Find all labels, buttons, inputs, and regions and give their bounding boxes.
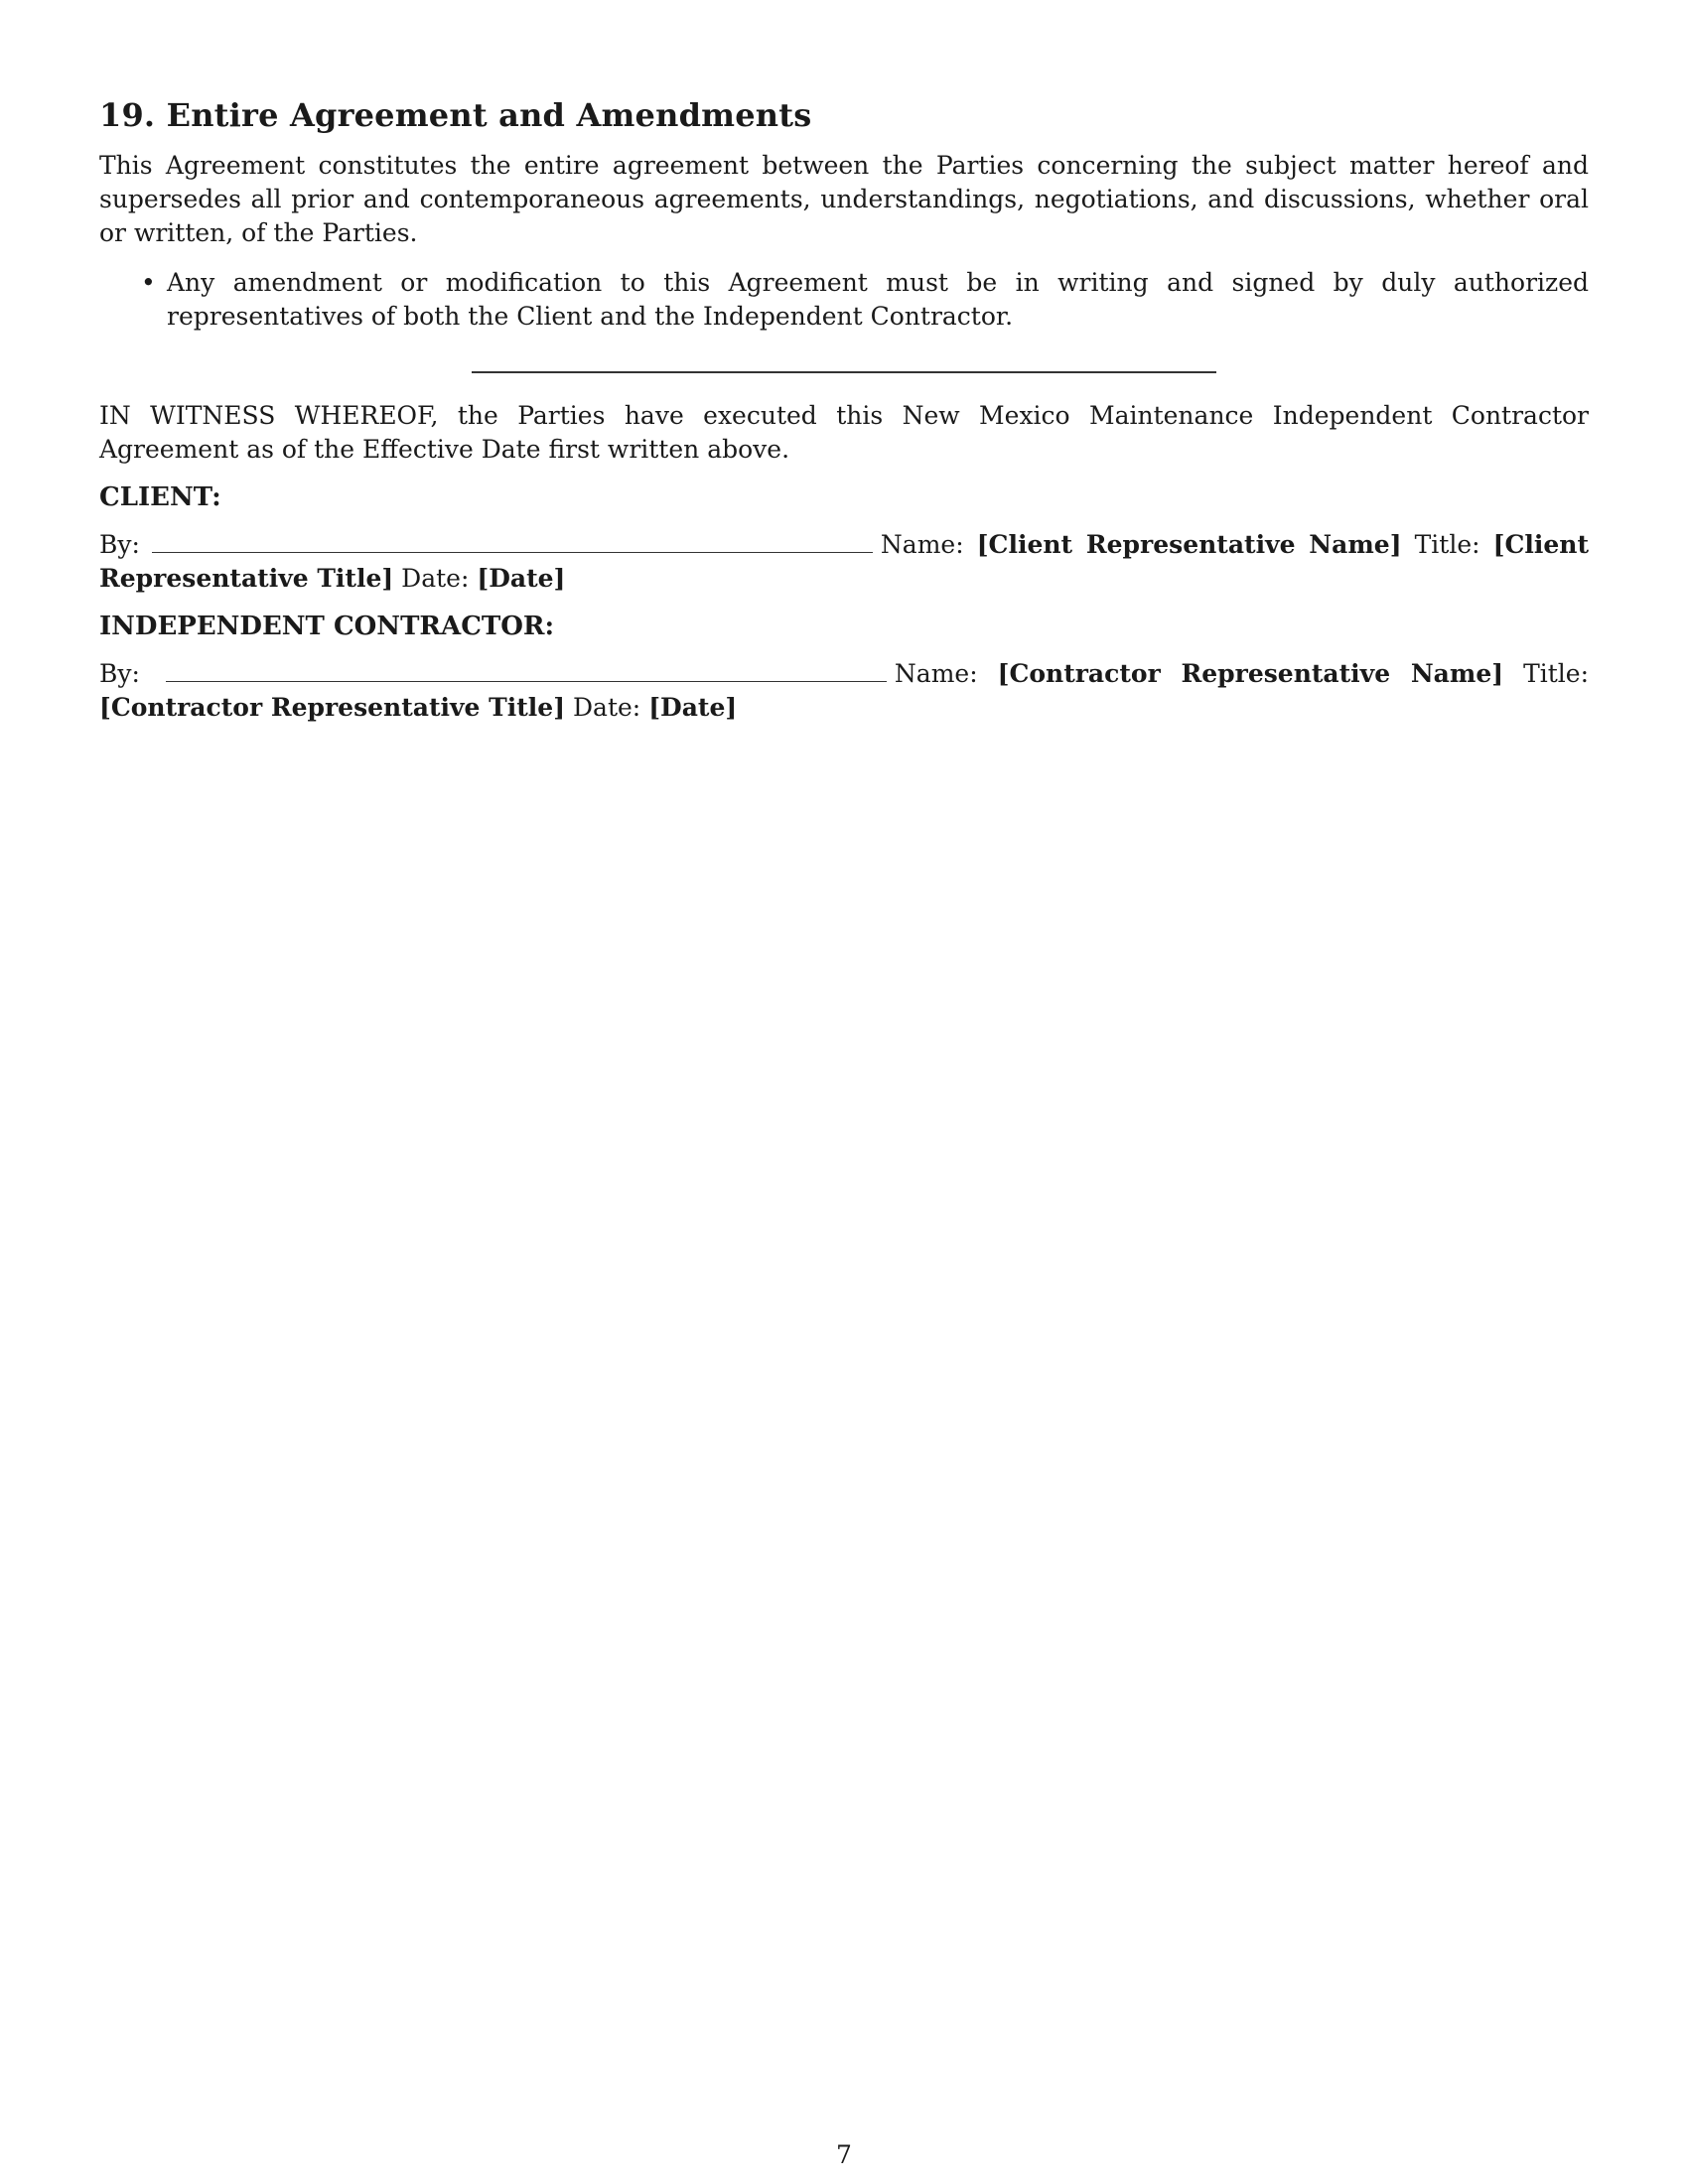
amendment-list [99,266,1589,334]
contractor-name-label: Name: [894,659,978,688]
contractor-title-label: Title: [1523,659,1590,688]
contractor-by-label: By: [99,659,140,688]
client-signature-block [99,528,1589,596]
bullet-icon: • [141,268,156,297]
section-heading: 19. Entire Agreement and Amendments [99,96,812,134]
client-name-value: [Client Representative Name] [976,530,1402,559]
client-name-label: Name: [880,530,964,559]
client-by-label: By: [99,530,140,559]
contractor-name-value: [Contractor Representative Name] [997,659,1504,688]
contractor-title-value: [Contractor Representative Title] [99,693,566,722]
contractor-signature-line[interactable] [166,659,887,682]
list-item [141,266,1589,334]
client-signature-line[interactable] [152,530,873,553]
contractor-signature-block [99,657,1589,725]
amendment-text: Any amendment or modification to this Agreement must be in writing and signed by duly authorized representatives of both the Client and the Independent Contractor. [167,268,1589,331]
client-title-label: Title: [1414,530,1480,559]
client-heading: CLIENT: [99,482,221,512]
entire-agreement-paragraph: This Agreement constitutes the entire agreement between the Parties concerning the subject matter hereof and supersedes all prior and contemporaneous agreements, understandings, negotiations, and discussions, whether oral or written, of the Parties. [99,151,1589,247]
section-divider [472,371,1216,373]
page-number: 7 [836,2140,852,2169]
client-date-label: Date: [401,564,470,593]
document-page [99,95,1589,739]
client-date-value: [Date] [477,564,566,593]
contractor-date-label: Date: [573,693,641,722]
contractor-heading: INDEPENDENT CONTRACTOR: [99,612,555,641]
client-title-value: [Client Representative Title] [99,530,1589,593]
contractor-date-value: [Date] [648,693,738,722]
witness-paragraph: IN WITNESS WHEREOF, the Parties have executed this New Mexico Maintenance Independent Contractor Agreement as of the Effective Date first written above. [99,401,1589,464]
